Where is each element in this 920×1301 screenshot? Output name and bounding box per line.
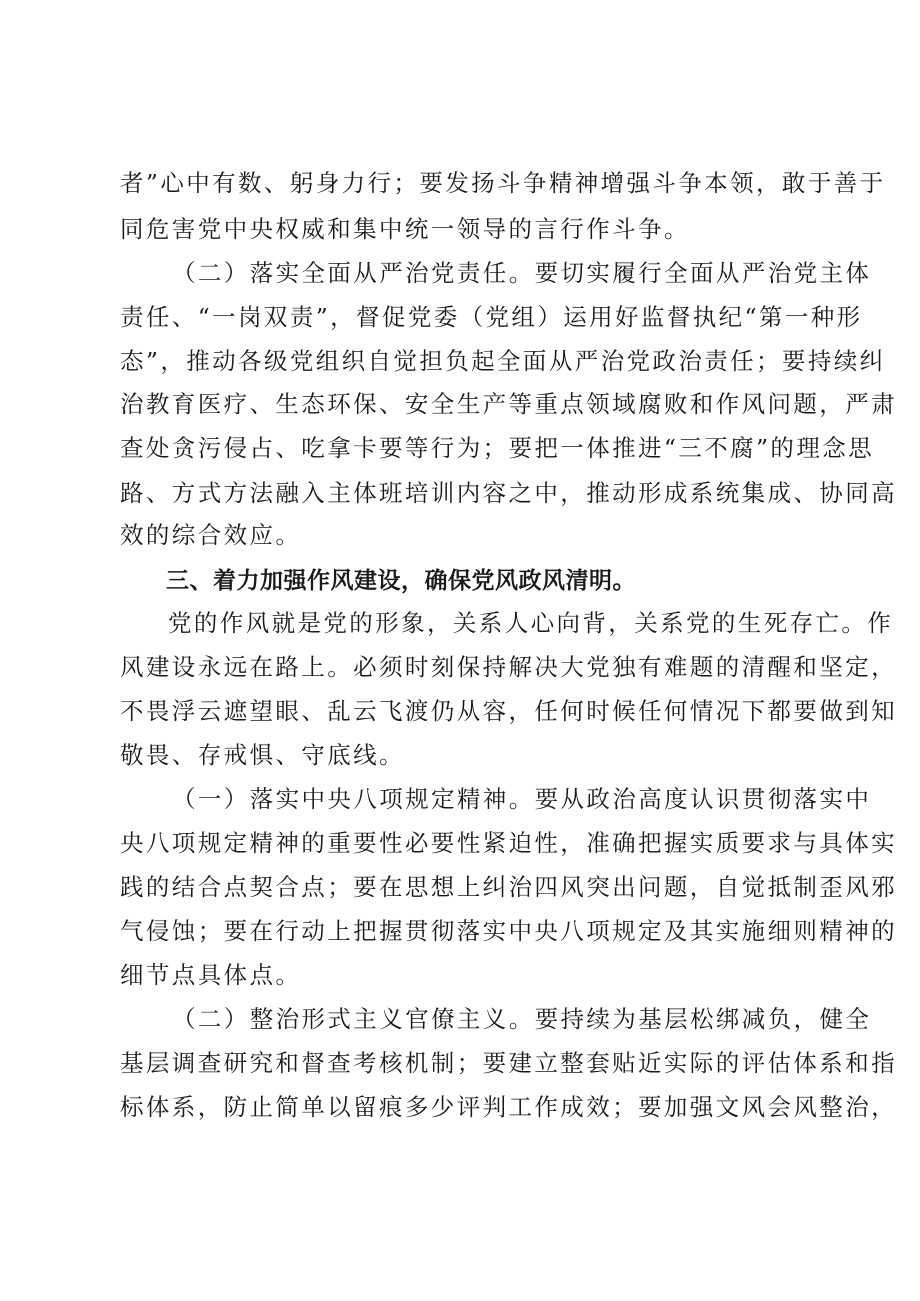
body-line: 责任、“一岗双责”，督促党委（党组）运用好监督执纪“第一种形 (120, 303, 863, 331)
section-3-heading: 三、着力加强作风建设，确保党风政风清明。 (166, 568, 636, 594)
body-line: 查处贪污侵占、吃拿卡要等行为；要把一体推进“三不腐”的理念思 (120, 434, 875, 462)
body-line: 基层调查研究和督查考核机制；要建立整套贴近实际的评估体系和指 (120, 1049, 897, 1077)
section-3-2-title: （二）整治形式主义官僚主义。要持续为基层松绑减负，健全 (172, 1005, 872, 1033)
section-2-2-title: （二）落实全面从严治党责任。要切实履行全面从严治党主体 (172, 259, 872, 287)
body-line: 央八项规定精神的重要性必要性紧迫性，准确把握实质要求与具体实 (120, 829, 897, 857)
body-line: 路、方式方法融入主体班培训内容之中，推动形成系统集成、协同高 (120, 479, 897, 507)
body-line: 标体系，防止简单以留痕多少评判工作成效；要加强文风会风整治， (120, 1093, 897, 1121)
body-line: 同危害党中央权威和集中统一领导的言行作斗争。 (120, 215, 690, 243)
body-line: 践的结合点契合点；要在思想上纠治四风突出问题，自觉抵制歪风邪 (120, 873, 897, 901)
body-line: 风建设永远在路上。必须时刻保持解决大党独有难题的清醒和坚定， (120, 653, 897, 681)
body-line: 细节点具体点。 (120, 961, 302, 989)
body-line: 党的作风就是党的形象，关系人心向背，关系党的生死存亡。作 (168, 609, 894, 637)
section-3-1-title: （一）落实中央八项规定精神。要从政治高度认识贯彻落实中 (172, 785, 872, 813)
body-line: 不畏浮云遮望眼、乱云飞渡仍从容，任何时候任何情况下都要做到知 (120, 697, 897, 725)
body-line: 者”心中有数、躬身力行；要发扬斗争精神增强斗争本领，敢于善于 (120, 169, 886, 197)
document-body (120, 0, 897, 1301)
body-line: 气侵蚀；要在行动上把握贯彻落实中央八项规定及其实施细则精神的 (120, 917, 897, 945)
body-line: 敬畏、存戒惧、守底线。 (120, 741, 405, 769)
body-line: 态”，推动各级党组织自觉担负起全面从严治党政治责任；要持续纠 (120, 347, 886, 375)
body-line: 效的综合效应。 (120, 521, 302, 549)
body-line: 治教育医疗、生态环保、安全生产等重点领域腐败和作风问题，严肃 (120, 390, 897, 418)
